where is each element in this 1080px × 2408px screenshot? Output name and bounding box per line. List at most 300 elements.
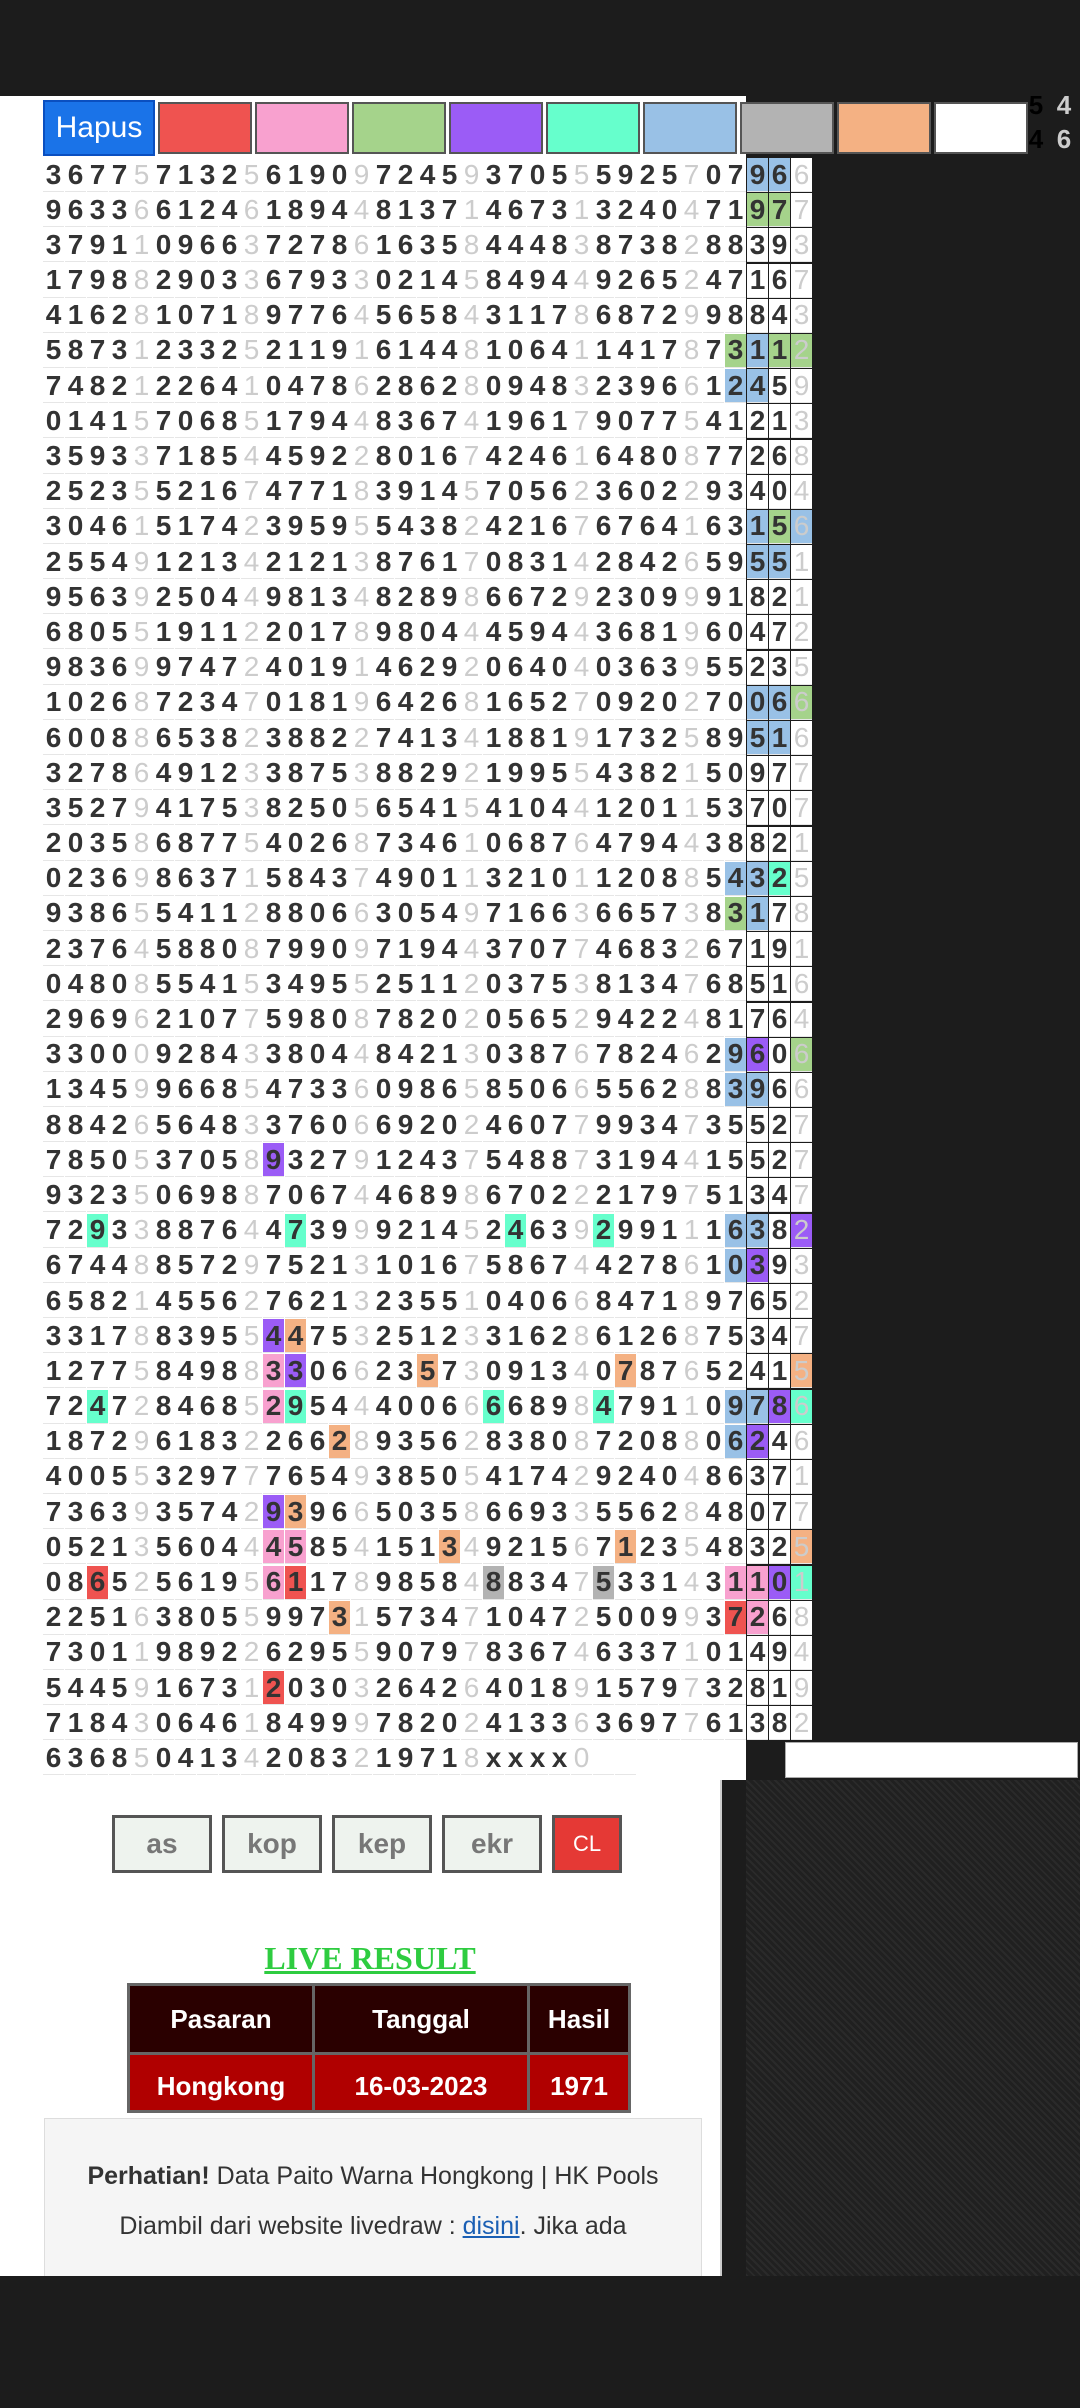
- grid-separator-digit[interactable]: 4: [461, 299, 482, 333]
- grid-digit[interactable]: 0: [527, 158, 548, 192]
- grid-digit[interactable]: 8: [219, 1354, 240, 1388]
- grid-digit[interactable]: 3: [725, 334, 746, 368]
- grid-digit[interactable]: 3: [65, 1038, 86, 1072]
- grid-digit[interactable]: 9: [527, 615, 548, 649]
- grid-digit[interactable]: 6: [395, 1178, 416, 1212]
- grid-digit[interactable]: 9: [307, 264, 328, 298]
- grid-digit[interactable]: 7: [43, 1706, 64, 1740]
- grid-digit[interactable]: 6: [175, 862, 196, 896]
- grid-digit[interactable]: 1: [43, 1354, 64, 1388]
- grid-digit[interactable]: 3: [285, 1495, 306, 1529]
- grid-separator-digit[interactable]: 9: [681, 580, 702, 614]
- grid-separator-digit[interactable]: 6: [681, 1354, 702, 1388]
- grid-digit[interactable]: 3: [43, 510, 64, 544]
- grid-digit[interactable]: 0: [615, 1601, 636, 1635]
- grid-separator-digit[interactable]: 3: [241, 228, 262, 262]
- grid-digit[interactable]: 7: [329, 615, 350, 649]
- grid-digit[interactable]: 0: [725, 686, 746, 720]
- grid-digit[interactable]: 2: [395, 264, 416, 298]
- grid-digit[interactable]: 2: [329, 721, 350, 755]
- grid-digit[interactable]: 6: [329, 1354, 350, 1388]
- grid-digit[interactable]: 0: [285, 1741, 306, 1775]
- grid-digit[interactable]: 2: [87, 1530, 108, 1564]
- grid-digit[interactable]: 9: [87, 440, 108, 474]
- grid-digit[interactable]: 2: [373, 1354, 394, 1388]
- grid-separator-digit[interactable]: 5: [791, 651, 812, 685]
- grid-digit[interactable]: 8: [153, 862, 174, 896]
- grid-digit[interactable]: 3: [263, 756, 284, 790]
- grid-digit[interactable]: 3: [153, 1495, 174, 1529]
- grid-digit[interactable]: 8: [747, 580, 768, 614]
- grid-digit[interactable]: 5: [285, 1530, 306, 1564]
- grid-separator-digit[interactable]: 9: [351, 1214, 372, 1248]
- grid-digit[interactable]: 9: [615, 686, 636, 720]
- grid-separator-digit[interactable]: 7: [791, 193, 812, 227]
- grid-digit[interactable]: 4: [637, 193, 658, 227]
- grid-separator-digit[interactable]: 2: [241, 721, 262, 755]
- grid-digit[interactable]: 0: [417, 1390, 438, 1424]
- grid-separator-digit[interactable]: 2: [461, 967, 482, 1001]
- grid-digit[interactable]: 5: [153, 932, 174, 966]
- grid-digit[interactable]: 9: [615, 1108, 636, 1142]
- grid-digit[interactable]: 6: [505, 827, 526, 861]
- grid-digit[interactable]: 9: [175, 264, 196, 298]
- grid-separator-digit[interactable]: 1: [791, 1460, 812, 1494]
- grid-separator-digit[interactable]: 1: [241, 862, 262, 896]
- grid-digit[interactable]: 1: [659, 1390, 680, 1424]
- grid-digit[interactable]: 8: [769, 1706, 790, 1740]
- grid-digit[interactable]: 5: [439, 1495, 460, 1529]
- grid-separator-digit[interactable]: 1: [571, 862, 592, 896]
- grid-digit[interactable]: 0: [527, 1108, 548, 1142]
- grid-digit[interactable]: 8: [725, 1530, 746, 1564]
- grid-digit[interactable]: 4: [549, 791, 570, 825]
- grid-digit[interactable]: 8: [527, 827, 548, 861]
- grid-digit[interactable]: 6: [439, 1073, 460, 1107]
- grid-digit[interactable]: 1: [615, 967, 636, 1001]
- grid-digit[interactable]: 0: [197, 1530, 218, 1564]
- grid-separator-digit[interactable]: 4: [681, 1566, 702, 1600]
- grid-digit[interactable]: 2: [263, 1425, 284, 1459]
- grid-separator-digit[interactable]: 7: [571, 510, 592, 544]
- grid-separator-digit[interactable]: 4: [351, 193, 372, 227]
- color-swatch-2[interactable]: [255, 102, 349, 154]
- grid-digit[interactable]: 7: [725, 264, 746, 298]
- grid-separator-digit[interactable]: 9: [571, 1214, 592, 1248]
- grid-separator-digit[interactable]: 8: [461, 1741, 482, 1775]
- grid-digit[interactable]: 1: [153, 615, 174, 649]
- grid-digit[interactable]: 4: [439, 1601, 460, 1635]
- grid-separator-digit[interactable]: 4: [571, 545, 592, 579]
- grid-digit[interactable]: 9: [593, 264, 614, 298]
- grid-digit[interactable]: 1: [197, 1741, 218, 1775]
- grid-digit[interactable]: 5: [329, 1530, 350, 1564]
- grid-separator-digit[interactable]: 9: [131, 791, 152, 825]
- grid-separator-digit[interactable]: 6: [791, 1390, 812, 1424]
- grid-digit[interactable]: 8: [659, 228, 680, 262]
- grid-digit[interactable]: 7: [549, 1038, 570, 1072]
- grid-digit[interactable]: 8: [395, 1566, 416, 1600]
- grid-digit[interactable]: 2: [395, 158, 416, 192]
- grid-digit[interactable]: 7: [637, 404, 658, 438]
- grid-digit[interactable]: 5: [505, 1003, 526, 1037]
- grid-separator-digit[interactable]: 3: [571, 1495, 592, 1529]
- grid-digit[interactable]: 1: [549, 404, 570, 438]
- grid-digit[interactable]: 1: [175, 158, 196, 192]
- grid-digit[interactable]: 6: [769, 686, 790, 720]
- grid-digit[interactable]: 1: [505, 791, 526, 825]
- grid-separator-digit[interactable]: 1: [351, 1601, 372, 1635]
- grid-digit[interactable]: 9: [769, 1636, 790, 1670]
- grid-digit[interactable]: 9: [637, 1706, 658, 1740]
- grid-digit[interactable]: 5: [153, 1566, 174, 1600]
- grid-separator-digit[interactable]: 5: [791, 862, 812, 896]
- grid-digit[interactable]: 1: [153, 1671, 174, 1705]
- grid-digit[interactable]: 0: [439, 1460, 460, 1494]
- grid-digit[interactable]: 4: [263, 440, 284, 474]
- grid-digit[interactable]: 9: [197, 1460, 218, 1494]
- grid-digit[interactable]: 0: [637, 580, 658, 614]
- grid-digit[interactable]: 2: [197, 193, 218, 227]
- grid-digit[interactable]: 0: [659, 686, 680, 720]
- grid-digit[interactable]: 6: [549, 897, 570, 931]
- grid-digit[interactable]: 0: [769, 475, 790, 509]
- grid-digit[interactable]: 2: [219, 756, 240, 790]
- grid-digit[interactable]: 8: [175, 1636, 196, 1670]
- grid-separator-digit[interactable]: 6: [791, 158, 812, 192]
- grid-digit[interactable]: 3: [65, 932, 86, 966]
- grid-digit[interactable]: 7: [65, 264, 86, 298]
- grid-separator-digit[interactable]: 5: [791, 1530, 812, 1564]
- grid-separator-digit[interactable]: 1: [351, 651, 372, 685]
- grid-digit[interactable]: 8: [395, 1706, 416, 1740]
- grid-separator-digit[interactable]: 4: [681, 1143, 702, 1177]
- grid-digit[interactable]: 6: [527, 404, 548, 438]
- grid-digit[interactable]: 6: [329, 1495, 350, 1529]
- grid-separator-digit[interactable]: 1: [681, 791, 702, 825]
- grid-digit[interactable]: 0: [285, 1671, 306, 1705]
- grid-digit[interactable]: 6: [505, 1390, 526, 1424]
- grid-digit[interactable]: 4: [747, 475, 768, 509]
- grid-digit[interactable]: 4: [417, 827, 438, 861]
- grid-digit[interactable]: 6: [417, 545, 438, 579]
- grid-digit[interactable]: 3: [219, 264, 240, 298]
- grid-digit[interactable]: 9: [593, 1003, 614, 1037]
- grid-digit[interactable]: 3: [43, 756, 64, 790]
- grid-digit[interactable]: 4: [219, 1038, 240, 1072]
- grid-digit[interactable]: 8: [285, 721, 306, 755]
- grid-digit[interactable]: 8: [659, 1425, 680, 1459]
- grid-digit[interactable]: 1: [527, 299, 548, 333]
- grid-digit[interactable]: 9: [439, 1178, 460, 1212]
- grid-digit[interactable]: 4: [483, 1460, 504, 1494]
- grid-digit[interactable]: 2: [175, 686, 196, 720]
- grid-digit[interactable]: 2: [263, 545, 284, 579]
- grid-digit[interactable]: 4: [439, 264, 460, 298]
- grid-digit[interactable]: 7: [549, 1601, 570, 1635]
- grid-digit[interactable]: 7: [725, 1284, 746, 1318]
- grid-separator-digit[interactable]: 9: [351, 1460, 372, 1494]
- grid-separator-digit[interactable]: 2: [571, 1601, 592, 1635]
- grid-digit[interactable]: 3: [65, 897, 86, 931]
- grid-digit[interactable]: 1: [395, 334, 416, 368]
- grid-digit[interactable]: 5: [87, 1601, 108, 1635]
- grid-digit[interactable]: 9: [725, 721, 746, 755]
- grid-digit[interactable]: 2: [395, 1143, 416, 1177]
- grid-digit[interactable]: 4: [395, 686, 416, 720]
- grid-separator-digit[interactable]: 3: [241, 791, 262, 825]
- grid-digit[interactable]: 0: [197, 1003, 218, 1037]
- grid-separator-digit[interactable]: 4: [461, 615, 482, 649]
- grid-digit[interactable]: 8: [703, 1003, 724, 1037]
- grid-digit[interactable]: 7: [285, 1214, 306, 1248]
- grid-digit[interactable]: 1: [197, 1566, 218, 1600]
- grid-digit[interactable]: 0: [593, 1354, 614, 1388]
- grid-digit[interactable]: 1: [527, 862, 548, 896]
- grid-digit[interactable]: 3: [747, 1530, 768, 1564]
- grid-digit[interactable]: 9: [285, 1003, 306, 1037]
- grid-separator-digit[interactable]: 5: [791, 1354, 812, 1388]
- grid-digit[interactable]: 1: [417, 1530, 438, 1564]
- grid-digit[interactable]: 1: [109, 1601, 130, 1635]
- grid-digit[interactable]: 5: [175, 1495, 196, 1529]
- grid-digit[interactable]: 1: [43, 1425, 64, 1459]
- grid-digit[interactable]: 3: [637, 1566, 658, 1600]
- grid-separator-digit[interactable]: 4: [571, 264, 592, 298]
- grid-digit[interactable]: 4: [769, 299, 790, 333]
- grid-separator-digit[interactable]: 6: [351, 228, 372, 262]
- grid-digit[interactable]: 1: [109, 1636, 130, 1670]
- grid-digit[interactable]: 6: [219, 1214, 240, 1248]
- grid-digit[interactable]: 2: [593, 545, 614, 579]
- grid-digit[interactable]: 0: [615, 404, 636, 438]
- grid-digit[interactable]: 2: [285, 228, 306, 262]
- grid-digit[interactable]: 6: [439, 686, 460, 720]
- grid-digit[interactable]: 1: [659, 791, 680, 825]
- grid-digit[interactable]: 7: [285, 264, 306, 298]
- grid-separator-digit[interactable]: 8: [461, 369, 482, 403]
- grid-digit[interactable]: 0: [505, 334, 526, 368]
- grid-digit[interactable]: 7: [307, 228, 328, 262]
- grid-digit[interactable]: 3: [527, 1706, 548, 1740]
- grid-separator-digit[interactable]: 1: [131, 228, 152, 262]
- grid-separator-digit[interactable]: 6: [131, 1601, 152, 1635]
- grid-digit[interactable]: 0: [285, 1178, 306, 1212]
- grid-digit[interactable]: 1: [263, 404, 284, 438]
- grid-digit[interactable]: 8: [593, 967, 614, 1001]
- grid-separator-digit[interactable]: 8: [571, 1319, 592, 1353]
- grid-digit[interactable]: 4: [65, 967, 86, 1001]
- grid-digit[interactable]: 2: [593, 369, 614, 403]
- grid-digit[interactable]: 7: [373, 1003, 394, 1037]
- grid-digit[interactable]: 2: [615, 264, 636, 298]
- grid-separator-digit[interactable]: 5: [241, 827, 262, 861]
- grid-digit[interactable]: 6: [725, 1214, 746, 1248]
- grid-separator-digit[interactable]: 6: [351, 1108, 372, 1142]
- grid-digit[interactable]: 2: [307, 1249, 328, 1283]
- grid-digit[interactable]: 3: [109, 580, 130, 614]
- grid-separator-digit[interactable]: 6: [791, 1073, 812, 1107]
- grid-separator-digit[interactable]: 8: [681, 334, 702, 368]
- grid-digit[interactable]: 1: [439, 791, 460, 825]
- grid-digit[interactable]: 5: [769, 545, 790, 579]
- grid-separator-digit[interactable]: 8: [241, 1354, 262, 1388]
- grid-digit[interactable]: 9: [703, 299, 724, 333]
- grid-digit[interactable]: 8: [417, 580, 438, 614]
- grid-digit[interactable]: 9: [769, 932, 790, 966]
- grid-digit[interactable]: 1: [219, 967, 240, 1001]
- grid-digit[interactable]: 9: [703, 1284, 724, 1318]
- grid-digit[interactable]: 9: [65, 1003, 86, 1037]
- grid-digit[interactable]: 3: [417, 193, 438, 227]
- grid-separator-digit[interactable]: 5: [461, 264, 482, 298]
- grid-digit[interactable]: 0: [43, 1530, 64, 1564]
- grid-digit[interactable]: 4: [483, 1108, 504, 1142]
- grid-separator-digit[interactable]: 4: [351, 580, 372, 614]
- grid-digit[interactable]: 2: [307, 1143, 328, 1177]
- grid-digit[interactable]: 1: [483, 686, 504, 720]
- grid-digit[interactable]: 1: [197, 756, 218, 790]
- grid-digit[interactable]: 2: [219, 334, 240, 368]
- grid-separator-digit[interactable]: 6: [791, 1425, 812, 1459]
- color-swatch-4[interactable]: [449, 102, 543, 154]
- grid-digit[interactable]: 6: [197, 404, 218, 438]
- grid-separator-digit[interactable]: 6: [681, 369, 702, 403]
- grid-digit[interactable]: 6: [43, 721, 64, 755]
- as-button[interactable]: as: [112, 1815, 212, 1873]
- grid-digit[interactable]: 1: [703, 1249, 724, 1283]
- grid-digit[interactable]: 7: [373, 1706, 394, 1740]
- grid-digit[interactable]: 1: [285, 158, 306, 192]
- grid-digit[interactable]: 2: [417, 651, 438, 685]
- grid-digit[interactable]: 8: [549, 1671, 570, 1705]
- grid-digit[interactable]: 4: [175, 1741, 196, 1775]
- grid-separator-digit[interactable]: 3: [351, 1671, 372, 1705]
- grid-digit[interactable]: 6: [417, 369, 438, 403]
- grid-digit[interactable]: 8: [483, 1425, 504, 1459]
- grid-separator-digit[interactable]: 5: [241, 158, 262, 192]
- grid-digit[interactable]: 2: [769, 1108, 790, 1142]
- grid-digit[interactable]: 8: [659, 1249, 680, 1283]
- grid-separator-digit[interactable]: 6: [791, 510, 812, 544]
- grid-separator-digit[interactable]: [593, 1741, 614, 1775]
- grid-digit[interactable]: 8: [615, 545, 636, 579]
- grid-digit[interactable]: 0: [285, 615, 306, 649]
- grid-separator-digit[interactable]: 7: [241, 1460, 262, 1494]
- grid-digit[interactable]: 5: [373, 299, 394, 333]
- grid-digit[interactable]: 5: [219, 1601, 240, 1635]
- grid-digit[interactable]: 1: [329, 1284, 350, 1318]
- grid-digit[interactable]: 3: [43, 791, 64, 825]
- grid-digit[interactable]: 4: [483, 193, 504, 227]
- grid-digit[interactable]: 4: [263, 651, 284, 685]
- grid-digit[interactable]: 8: [549, 228, 570, 262]
- grid-digit[interactable]: 2: [307, 827, 328, 861]
- grid-digit[interactable]: 1: [373, 228, 394, 262]
- grid-digit[interactable]: 6: [769, 1073, 790, 1107]
- grid-digit[interactable]: 2: [725, 1354, 746, 1388]
- grid-digit[interactable]: 4: [527, 651, 548, 685]
- grid-separator-digit[interactable]: 4: [241, 545, 262, 579]
- grid-digit[interactable]: 8: [285, 580, 306, 614]
- grid-digit[interactable]: 9: [527, 756, 548, 790]
- grid-separator-digit[interactable]: 2: [241, 510, 262, 544]
- grid-digit[interactable]: 2: [637, 686, 658, 720]
- grid-digit[interactable]: 5: [703, 1354, 724, 1388]
- grid-digit[interactable]: 2: [43, 1003, 64, 1037]
- grid-digit[interactable]: 3: [263, 967, 284, 1001]
- grid-separator-digit[interactable]: 7: [791, 1108, 812, 1142]
- grid-digit[interactable]: 1: [65, 404, 86, 438]
- grid-digit[interactable]: 2: [747, 1601, 768, 1635]
- grid-separator-digit[interactable]: 8: [351, 1566, 372, 1600]
- grid-separator-digit[interactable]: 4: [351, 1038, 372, 1072]
- grid-separator-digit[interactable]: 7: [461, 1636, 482, 1670]
- grid-separator-digit[interactable]: 3: [351, 264, 372, 298]
- grid-digit[interactable]: 2: [109, 1108, 130, 1142]
- grid-digit[interactable]: 6: [109, 686, 130, 720]
- grid-digit[interactable]: 9: [153, 1073, 174, 1107]
- grid-digit[interactable]: 0: [197, 264, 218, 298]
- grid-digit[interactable]: 3: [615, 580, 636, 614]
- grid-digit[interactable]: 4: [593, 827, 614, 861]
- grid-digit[interactable]: 2: [307, 1284, 328, 1318]
- grid-digit[interactable]: 2: [659, 1495, 680, 1529]
- grid-digit[interactable]: 6: [483, 1495, 504, 1529]
- grid-digit[interactable]: 5: [153, 1108, 174, 1142]
- grid-digit[interactable]: 8: [637, 932, 658, 966]
- grid-digit[interactable]: 2: [153, 580, 174, 614]
- grid-separator-digit[interactable]: 8: [351, 1425, 372, 1459]
- livedraw-link[interactable]: disini: [462, 2212, 520, 2240]
- grid-digit[interactable]: 5: [329, 967, 350, 1001]
- grid-digit[interactable]: 7: [659, 897, 680, 931]
- grid-digit[interactable]: 3: [615, 1566, 636, 1600]
- grid-digit[interactable]: 5: [549, 158, 570, 192]
- grid-digit[interactable]: 9: [153, 1636, 174, 1670]
- grid-separator-digit[interactable]: 8: [681, 1425, 702, 1459]
- grid-separator-digit[interactable]: 7: [571, 1566, 592, 1600]
- grid-digit[interactable]: 1: [329, 1249, 350, 1283]
- grid-digit[interactable]: 5: [615, 1671, 636, 1705]
- grid-digit[interactable]: 7: [329, 1566, 350, 1600]
- grid-digit[interactable]: 9: [109, 1003, 130, 1037]
- grid-separator-digit[interactable]: 5: [571, 756, 592, 790]
- grid-digit[interactable]: 0: [65, 1460, 86, 1494]
- grid-digit[interactable]: 4: [263, 1530, 284, 1564]
- grid-digit[interactable]: 8: [725, 1495, 746, 1529]
- grid-digit[interactable]: 6: [153, 193, 174, 227]
- grid-digit[interactable]: 2: [593, 1214, 614, 1248]
- grid-separator-digit[interactable]: 2: [241, 897, 262, 931]
- grid-digit[interactable]: 2: [329, 1425, 350, 1459]
- grid-digit[interactable]: 9: [417, 932, 438, 966]
- grid-separator-digit[interactable]: 7: [241, 686, 262, 720]
- grid-separator-digit[interactable]: 8: [351, 1003, 372, 1037]
- grid-digit[interactable]: 1: [109, 1530, 130, 1564]
- grid-digit[interactable]: 8: [395, 615, 416, 649]
- grid-digit[interactable]: 2: [87, 791, 108, 825]
- grid-separator-digit[interactable]: 8: [681, 1319, 702, 1353]
- grid-separator-digit[interactable]: 6: [131, 1108, 152, 1142]
- grid-digit[interactable]: 6: [637, 1495, 658, 1529]
- grid-digit[interactable]: 8: [285, 1038, 306, 1072]
- grid-digit[interactable]: 6: [637, 264, 658, 298]
- grid-separator-digit[interactable]: 3: [131, 1706, 152, 1740]
- grid-digit[interactable]: 7: [307, 299, 328, 333]
- grid-digit[interactable]: 7: [43, 1495, 64, 1529]
- grid-digit[interactable]: 4: [109, 1249, 130, 1283]
